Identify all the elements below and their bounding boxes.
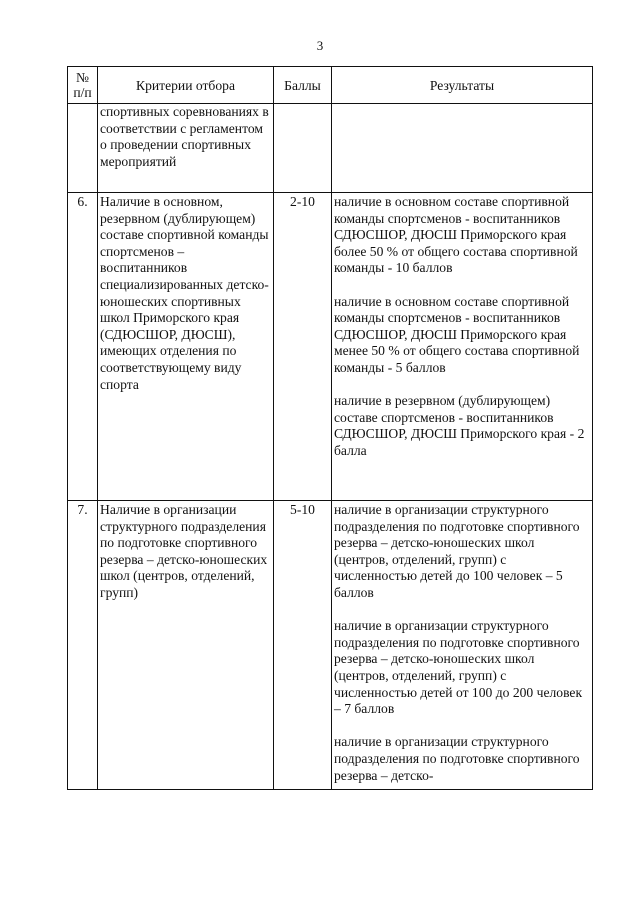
cell-score: 2-10 <box>274 193 332 501</box>
cell-criteria: Наличие в основном, резервном (дублирующем) составе спортивной команды спортсменов – воспитанников специализированных детско-юношеских спортивных школ Приморского края (СДЮСШОР, ДЮСШ), имеющих отделения по соответствующему виду спорта <box>98 193 274 501</box>
cell-criteria: Наличие в организации структурного подразделения по подготовке спортивного резерва – детско-юношеских школ (центров, отделений, групп) <box>98 501 274 790</box>
cell-results <box>332 104 593 193</box>
cell-num: 7. <box>68 501 98 790</box>
header-score: Баллы <box>274 67 332 104</box>
table-row <box>68 501 593 790</box>
header-num: № п/п <box>68 67 98 104</box>
result-paragraph: наличие в организации структурного подразделения по подготовке спортивного резерва – детско-юношеских школ (центров, отделений, групп) с численностью детей от 100 до 200 человек – 7 баллов <box>334 618 583 717</box>
cell-num: 6. <box>68 193 98 501</box>
cell-results <box>332 193 593 501</box>
result-paragraph: наличие в организации структурного подразделения по подготовке спортивного резерва – детско- <box>334 734 580 783</box>
page-number: 3 <box>316 38 324 53</box>
table-row <box>68 193 593 501</box>
cell-score <box>274 104 332 193</box>
header-results: Результаты <box>332 67 593 104</box>
result-paragraph: наличие в основном составе спортивной команды спортсменов - воспитанников СДЮСШОР, ДЮСШ Приморского края более 50 % от общего состава спортивной команды - 10 баллов <box>334 194 578 276</box>
header-criteria: Критерии отбора <box>98 67 274 104</box>
cell-results <box>332 501 593 790</box>
cell-num <box>68 104 98 193</box>
result-paragraph: наличие в резервном (дублирующем) составе спортсменов - воспитанников СДЮСШОР, ДЮСШ Приморского края - 2 балла <box>334 393 585 458</box>
result-paragraph: наличие в организации структурного подразделения по подготовке спортивного резерва – детско-юношеских школ (центров, отделений, групп) с численностью детей до 100 человек – 5 баллов <box>334 502 580 600</box>
cell-score: 5-10 <box>274 501 332 790</box>
criteria-table <box>67 66 593 790</box>
cell-criteria: спортивных соревнованиях в соответствии с регламентом о проведении спортивных мероприятий <box>98 104 274 193</box>
result-paragraph: наличие в основном составе спортивной команды спортсменов - воспитанников СДЮСШОР, ДЮСШ Приморского края менее 50 % от общего состава спортивной команды - 5 баллов <box>334 293 580 375</box>
table-header-row <box>68 67 593 104</box>
table-row-continuation <box>68 104 593 193</box>
